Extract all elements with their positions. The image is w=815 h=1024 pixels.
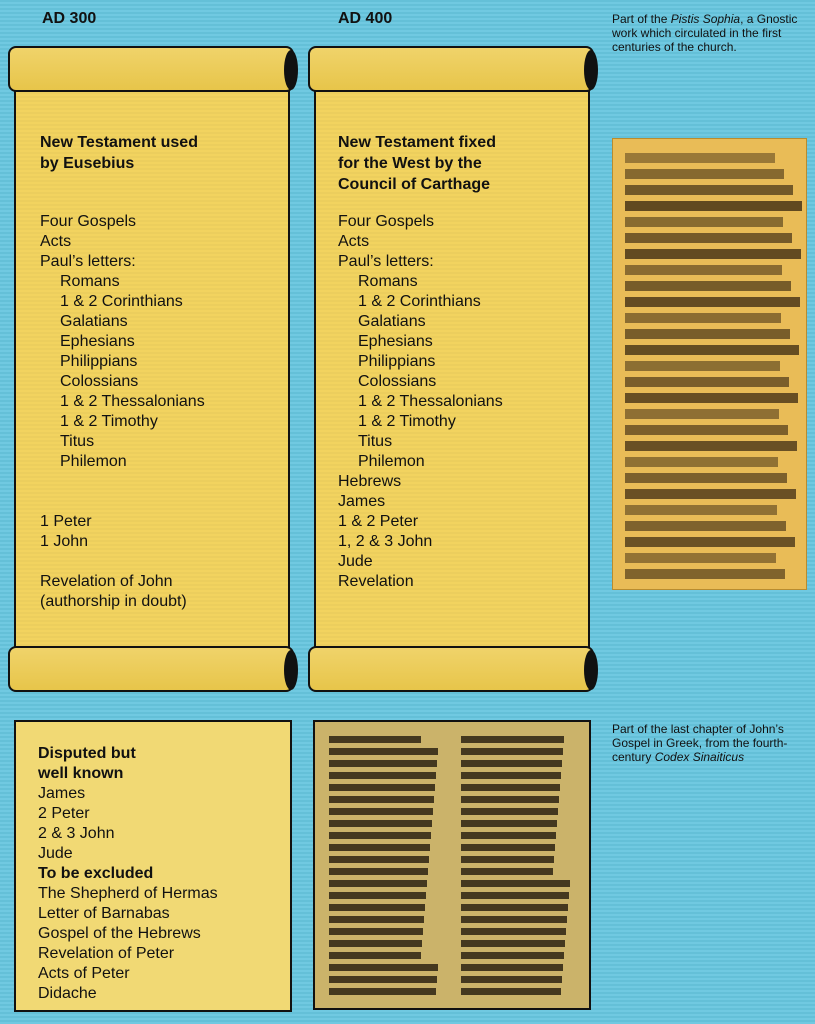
era-label-ad300: AD 300 xyxy=(42,10,97,27)
book-item: Paul’s letters: xyxy=(338,253,434,270)
codex-script-line xyxy=(461,736,564,743)
book-list xyxy=(338,212,503,592)
disputed-item: 2 & 3 John xyxy=(38,825,115,842)
book-item: Ephesians xyxy=(358,333,433,350)
codex-script-line xyxy=(461,784,560,791)
script-line xyxy=(625,201,802,211)
codex-script-line xyxy=(329,856,429,863)
excluded-heading: To be excluded xyxy=(38,865,154,882)
script-line xyxy=(625,537,795,547)
book-item: Acts xyxy=(40,233,72,250)
scroll-sheet xyxy=(14,90,290,652)
codex-script-line xyxy=(329,988,436,995)
script-line xyxy=(625,249,801,259)
book-item: Ephesians xyxy=(60,333,135,350)
codex-script-line xyxy=(329,796,434,803)
codex-script-line xyxy=(461,820,557,827)
codex-script-line xyxy=(329,772,436,779)
codex-script-line xyxy=(329,748,438,755)
codex-column xyxy=(461,736,571,1000)
script-line xyxy=(625,313,781,323)
book-item: 1 & 2 Peter xyxy=(338,513,419,530)
script-line xyxy=(625,233,792,243)
codex-script-line xyxy=(461,760,562,767)
book-item: Acts xyxy=(338,233,370,250)
caption-codex-sinaiticus: Part of the last chapter of John’s Gospel in Greek, from the fourth-century Codex Sinaiticus xyxy=(612,722,788,764)
script-line xyxy=(625,345,799,355)
book-list xyxy=(40,212,205,612)
script-line xyxy=(625,329,790,339)
disputed-heading: Disputed but xyxy=(38,745,136,762)
excluded-item: Revelation of Peter xyxy=(38,945,175,962)
scroll-title-line: New Testament fixed xyxy=(338,134,496,151)
codex-script-line xyxy=(329,904,425,911)
codex-script-line xyxy=(461,808,558,815)
book-item: Titus xyxy=(60,433,95,450)
scroll-title-line: Council of Carthage xyxy=(338,176,491,193)
disputed-box xyxy=(14,720,292,1012)
script-line xyxy=(625,217,783,227)
book-item: Titus xyxy=(358,433,393,450)
script-line xyxy=(625,169,784,179)
codex-script-line xyxy=(329,736,421,743)
codex-script-line xyxy=(329,952,421,959)
book-item: Jude xyxy=(338,553,373,570)
book-item: 1 & 2 Timothy xyxy=(358,413,456,430)
excluded-item: Acts of Peter xyxy=(38,965,130,982)
script-line xyxy=(625,377,789,387)
codex-script-line xyxy=(461,976,562,983)
book-item: Revelation of John xyxy=(40,573,173,590)
codex-script-line xyxy=(329,832,431,839)
book-item: 1 & 2 Corinthians xyxy=(358,293,481,310)
codex-script-line xyxy=(461,916,567,923)
script-line xyxy=(625,281,791,291)
book-item: Romans xyxy=(358,273,418,290)
codex-script-line xyxy=(329,784,435,791)
pistis-sophia-manuscript-image xyxy=(612,138,807,590)
scroll-title-line: for the West by the xyxy=(338,155,482,172)
book-item: Colossians xyxy=(358,373,437,390)
book-item: 1 & 2 Thessalonians xyxy=(358,393,503,410)
excluded-item: Gospel of the Hebrews xyxy=(38,925,201,942)
codex-script-line xyxy=(461,856,554,863)
scroll-title xyxy=(338,132,496,195)
script-line xyxy=(625,185,793,195)
book-item: James xyxy=(338,493,386,510)
excluded-item: Didache xyxy=(38,985,97,1002)
codex-script-line xyxy=(329,928,423,935)
book-item: Philippians xyxy=(60,353,138,370)
codex-script-line xyxy=(329,940,422,947)
script-line xyxy=(625,457,778,467)
codex-script-line xyxy=(461,832,556,839)
codex-script-line xyxy=(461,964,563,971)
script-line xyxy=(625,425,788,435)
scroll-top-roll xyxy=(308,46,594,92)
codex-script-line xyxy=(329,820,432,827)
book-item: Four Gospels xyxy=(338,213,435,230)
book-item: Hebrews xyxy=(338,473,402,490)
codex-script-line xyxy=(461,844,555,851)
disputed-item: 2 Peter xyxy=(38,805,90,822)
scroll-bottom-roll xyxy=(8,646,294,692)
script-line xyxy=(625,505,777,515)
book-item: Galatians xyxy=(358,313,426,330)
book-item: Four Gospels xyxy=(40,213,137,230)
disputed-heading: well known xyxy=(38,765,124,782)
script-line xyxy=(625,521,786,531)
excluded-item: Letter of Barnabas xyxy=(38,905,170,922)
codex-script-line xyxy=(329,964,438,971)
codex-script-line xyxy=(461,748,563,755)
era-label-ad400: AD 400 xyxy=(338,10,393,27)
codex-script-line xyxy=(461,868,553,875)
scroll-sheet xyxy=(314,90,590,652)
book-item: Romans xyxy=(60,273,120,290)
book-item: Philippians xyxy=(358,353,436,370)
scroll-title xyxy=(40,132,198,174)
codex-script-line xyxy=(329,892,426,899)
disputed-list xyxy=(38,744,218,1004)
codex-script-line xyxy=(461,928,566,935)
codex-script-line xyxy=(329,976,437,983)
script-line xyxy=(625,153,775,163)
codex-column xyxy=(329,736,439,1000)
codex-script-line xyxy=(329,760,437,767)
scroll-title-line: by Eusebius xyxy=(40,155,135,172)
script-line xyxy=(625,409,779,419)
book-item: 1 & 2 Timothy xyxy=(60,413,158,430)
codex-script-line xyxy=(329,844,430,851)
script-line xyxy=(625,361,780,371)
codex-sinaiticus-image xyxy=(313,720,591,1010)
codex-script-line xyxy=(461,988,561,995)
script-line xyxy=(625,297,800,307)
script-line xyxy=(625,553,776,563)
codex-script-line xyxy=(329,868,428,875)
script-line xyxy=(625,489,796,499)
scroll-top-roll xyxy=(8,46,294,92)
codex-script-line xyxy=(329,880,427,887)
book-item: (authorship in doubt) xyxy=(40,593,187,610)
book-item: 1 John xyxy=(40,533,89,550)
script-line xyxy=(625,569,785,579)
disputed-item: James xyxy=(38,785,86,802)
script-line xyxy=(625,473,787,483)
codex-script-line xyxy=(461,940,565,947)
codex-script-line xyxy=(461,952,564,959)
codex-script-line xyxy=(461,772,561,779)
scroll-bottom-roll xyxy=(308,646,594,692)
book-item: Philemon xyxy=(358,453,425,470)
disputed-item: Jude xyxy=(38,845,73,862)
book-item: Paul’s letters: xyxy=(40,253,136,270)
codex-script-line xyxy=(461,796,559,803)
scroll-title-line: New Testament used xyxy=(40,134,198,151)
script-line xyxy=(625,441,797,451)
book-item: Philemon xyxy=(60,453,127,470)
book-item: Revelation xyxy=(338,573,414,590)
caption-pistis-sophia: Part of the Pistis Sophia, a Gnostic work which circulated in the first centuries of the church. xyxy=(612,12,798,54)
excluded-item: The Shepherd of Hermas xyxy=(38,885,218,902)
book-item: 1 & 2 Thessalonians xyxy=(60,393,205,410)
book-item: 1 & 2 Corinthians xyxy=(60,293,183,310)
book-item: Galatians xyxy=(60,313,128,330)
book-item: Colossians xyxy=(60,373,139,390)
book-item: 1, 2 & 3 John xyxy=(338,533,433,550)
codex-script-line xyxy=(329,916,424,923)
codex-script-line xyxy=(461,880,570,887)
codex-script-line xyxy=(461,904,568,911)
book-item: 1 Peter xyxy=(40,513,92,530)
codex-script-line xyxy=(329,808,433,815)
script-line xyxy=(625,393,798,403)
script-line xyxy=(625,265,782,275)
codex-script-line xyxy=(461,892,569,899)
